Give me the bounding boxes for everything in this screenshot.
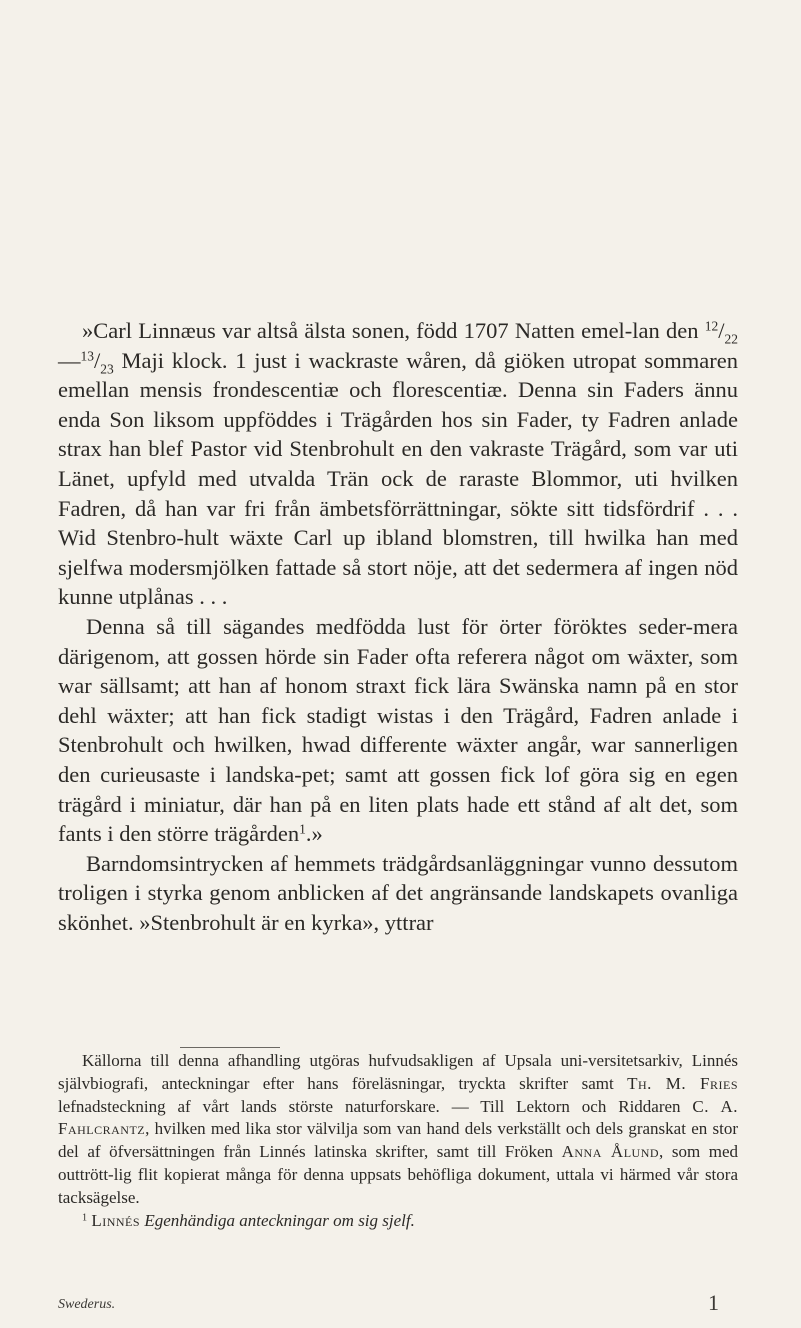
name-fahlcrantz: C. A. Fahlcrantz	[58, 1096, 738, 1139]
date-denominator-1: 22	[724, 331, 738, 347]
footnote-1-marker: 1	[82, 1211, 88, 1223]
name-alund: Anna Ålund	[561, 1142, 660, 1162]
main-text	[58, 316, 738, 937]
date-numerator-2: 13	[80, 348, 94, 364]
footnote-1-title: Egenhändiga anteckningar om sig sjelf.	[144, 1210, 415, 1230]
paragraph-quote-garden: Denna så till sägandes medfödda lust för örter föröktes seder-mera därigenom, att gossen hörde sin Fader ofta referera något om wäxter, som war sällsamt; att han af honom straxt fick lära Swänska namn på en stor dehl wäxter; att han fick stadigt wistas i den Trägård, Fadren anlade i Stenbrohult och hwilken, hwad differente wäxter angår, war sannerligen den curieusaste i landska-pet; samt att gossen fick lof göra sig en egen trägård i miniatur, där han på en liten plats hade ett stånd af alt det, som fants i den större trägården$^1$.»	[58, 613, 738, 847]
footnotes	[58, 1050, 738, 1232]
footnote-sources: Källorna till denna afhandling utgöras hufvudsakligen af Upsala uni-versitetsarkiv, Linnés självbiografi, anteckningar efter hans föreläsningar, tryckta skrifter samt Th. M. Fries lefnadsteckning af vårt lands störste naturforskare. — Till Lektorn och Riddaren C. A. Fahlcrantz, hvilken med lika stor välvilja som van hand dels verkställt och dels granskat en stor del af öfversättningen från Linnés latinska skrifter, samt till Fröken Anna Ålund, som med outtrött-lig flit kopierat många för denna uppsats behöfliga dokument, uttala vi härmed vår stora tacksägelse.	[58, 1051, 739, 1207]
footnote-ref-1: 1	[299, 821, 306, 837]
date-numerator-1: 12	[704, 318, 719, 334]
date-denominator-2: 23	[100, 361, 114, 377]
footnote-divider	[180, 1047, 280, 1048]
footnote-1	[58, 1210, 738, 1233]
footnote-1-author: Linnés	[91, 1210, 141, 1230]
page-number: 1	[708, 1290, 719, 1315]
paragraph-quote-birth: »Carl Linnæus var altså älsta sonen, född 1707 Natten emel-lan den $^{12}/_{22}—^{13}/_{23}$ Maji klock. 1 just i wackraste wåren, då giöken utropat sommaren emellan mensis frondescentiæ och florescentiæ. Denna sin Faders ännu enda Son liksom uppföddes i Trägården hos sin Fader, ty Fadren anlade strax han blef Pastor vid Stenbrohult en den vakraste Trägård, som var uti Länet, upfyld med utvalda Trän ock de raraste Blommor, uti hvilken Fadren, då han var fri från ämbetsförrättningar, sökte sitt tidsfördrif . . . Wid Stenbro-hult wäxte Carl up ibland blomstren, till hwilka han med sjelfwa modersmjölken fattade så stort nöje, att det sedermera af ingen nöd kunne utplånas . . .	[58, 318, 738, 610]
name-fries: Th. M. Fries	[627, 1073, 739, 1093]
paragraph-childhood: Barndomsintrycken af hemmets trädgårdsanläggningar vunno dessutom troligen i styrka genom anblicken af det angränsande landskapets ovanliga skönhet. »Stenbrohult är en kyrka», yttrar	[58, 850, 738, 935]
printer-signature: Swederus.	[58, 1297, 116, 1312]
